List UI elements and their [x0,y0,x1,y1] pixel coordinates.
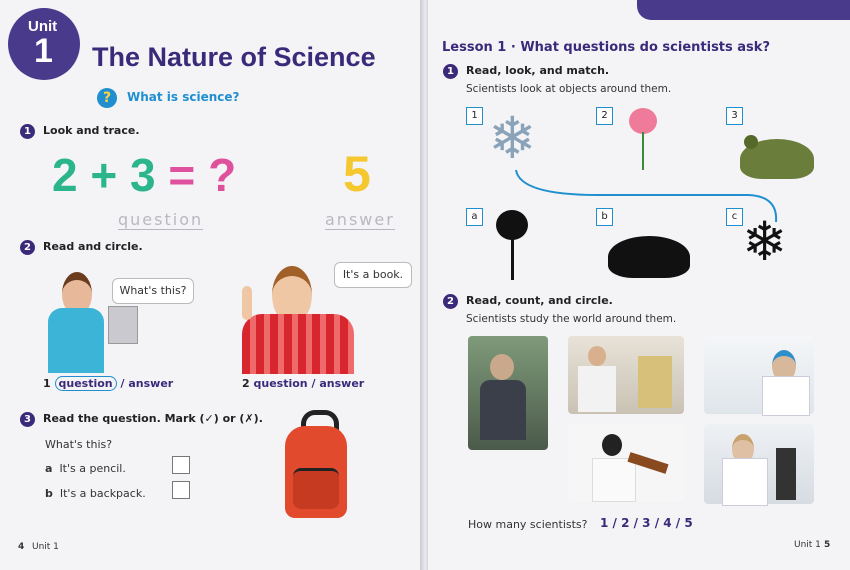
unit-badge-number: 1 [34,32,53,70]
count-options[interactable]: 1 / 2 / 3 / 4 / 5 [600,516,693,530]
left-page [0,0,422,570]
photo-lab-scientist [704,336,814,414]
boy-student-image [212,262,362,374]
option-letter: a [45,462,53,475]
rose-image [623,108,663,172]
equation-a: 2 [52,149,78,201]
count-question: How many scientists? [468,518,588,531]
equation-b: 3 [130,149,156,201]
trace-word-answer[interactable]: answer [325,210,395,229]
circle-item-1 [43,377,173,390]
option-question[interactable]: question [253,377,308,390]
exercise-instruction: Read and circle. [43,240,143,253]
checkbox-a[interactable] [172,456,190,474]
page-title: The Nature of Science [92,42,376,72]
circle-item-2 [242,377,364,390]
answer-digit: 5 [343,146,371,202]
exercise-instruction: Read, look, and match. [466,64,610,77]
exercise-instruction: Look and trace. [43,124,140,137]
exercise-sentence: Scientists look at objects around them. [466,83,672,95]
match-label-b: b [596,208,613,226]
match-label-3: 3 [726,107,743,125]
backpack-image [283,410,351,520]
photo-painter [568,336,684,414]
question-badge-icon: ? [97,88,117,108]
speech-bubble-left: What's this? [112,278,194,304]
item-number: 2 [242,377,250,390]
option-a [45,462,126,475]
frog-silhouette-image [608,226,692,280]
question-text: What's this? [45,438,113,451]
footer-unit-label: Unit 1 [32,542,59,552]
woman-teacher-image [40,268,140,373]
exercise-instruction: Read, count, and circle. [466,294,613,307]
footer-page-number: 4 [18,542,25,552]
option-answer[interactable]: answer [128,377,174,390]
photo-microscope-scientist [704,424,814,504]
option-text: It's a pencil. [59,462,126,475]
match-label-a: a [466,208,483,226]
item-number: 1 [43,377,51,390]
exercise-number: 1 [443,64,458,79]
match-label-1: 1 [466,107,483,125]
page-subtitle: What is science? [127,90,240,104]
lesson-title: Lesson 1 · What questions do scientists ask? [442,40,770,55]
option-letter: b [45,487,53,500]
match-label-c: c [726,208,743,226]
footer-unit-label: Unit 1 [794,540,821,550]
speech-bubble-right: It's a book. [334,262,412,288]
exercise-instruction: Read the question. Mark (✓) or (✗). [43,412,263,425]
exercise-sentence: Scientists study the world around them. [466,313,677,325]
equation-plus: + [90,149,118,201]
option-question-circled[interactable]: question [55,376,117,391]
equation-equals: = [168,149,196,201]
snowflake-silhouette-image: ❄ [742,210,788,273]
exercise-number: 2 [443,294,458,309]
exercise-number: 1 [20,124,35,139]
unit-badge-word: Unit [28,18,58,35]
option-separator: / [311,377,316,390]
photo-violinist [568,424,684,502]
match-label-2: 2 [596,107,613,125]
rose-silhouette-image [492,210,532,282]
trace-word-question[interactable]: question [118,210,204,229]
snowflake-image: ❄ [488,104,537,172]
exercise-number: 2 [20,240,35,255]
footer-page-number: 5 [824,540,831,550]
option-b [45,487,146,500]
right-page [428,0,850,570]
option-answer[interactable]: answer [319,377,365,390]
equation [52,148,236,202]
frog-image [736,125,818,181]
equation-question: ? [208,149,237,201]
checkbox-b[interactable] [172,481,190,499]
option-separator: / [120,377,125,390]
photo-scientist-outdoors [468,336,548,450]
exercise-number: 3 [20,412,35,427]
option-text: It's a backpack. [59,487,146,500]
